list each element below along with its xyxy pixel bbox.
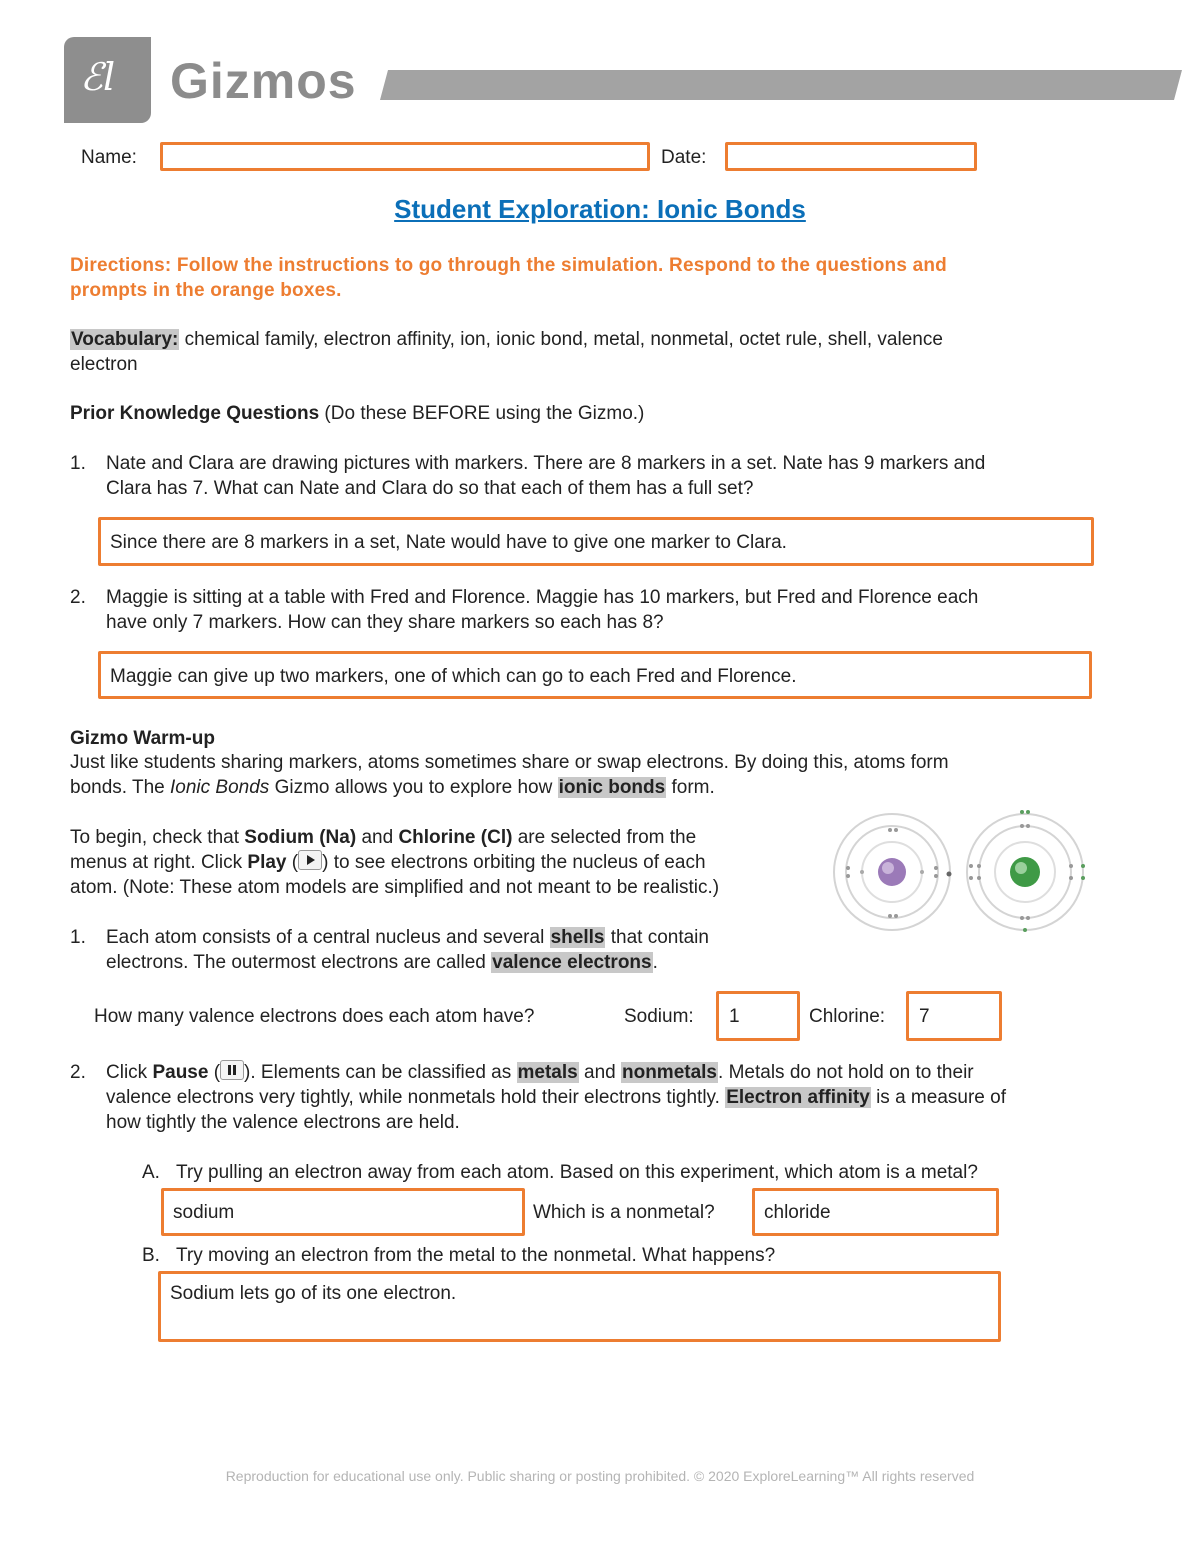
wu-q2-line-3: how tightly the valence electrons are held. [106,1112,460,1133]
pk-q1-line-2: Clara has 7. What can Nate and Clara do so that each of them has a full set? [106,478,754,499]
wu-q2b-letter: B. [142,1245,160,1266]
brand-name: Gizmos [170,53,357,109]
text-span: that contain [605,927,709,948]
text-span: and [578,1062,621,1083]
vocabulary-line-1 [70,327,943,352]
page-title [0,194,1200,225]
warmup-heading: Gizmo Warm-up [70,728,215,749]
text-span: bonds. The [70,777,171,798]
text-span: form. [666,777,715,798]
nonmetal-answer: chloride [764,1202,831,1223]
text-span: . Metals do not hold on to their [718,1062,974,1083]
prior-knowledge-heading [70,401,644,426]
date-label: Date: [661,147,707,168]
sodium-answer: 1 [729,1006,740,1027]
text-span: menus at right. Click [70,852,248,873]
prior-knowledge-title: Prior Knowledge Questions [70,403,320,424]
pk-q2-line-1: Maggie is sitting at a table with Fred and Florence. Maggie has 10 markers, but Fred and Florence each [106,587,979,608]
term-shells: shells [550,927,605,948]
warmup-p2-line-3: atom. (Note: These atom models are simplified and not meant to be realistic.) [70,877,720,898]
text-span: To begin, check that [70,827,245,848]
text-span: . [652,952,658,973]
vocabulary-line-2: electron [70,354,138,375]
metal-answer: sodium [173,1202,235,1223]
text-span: are selected from the [512,827,697,848]
logo-glyph: ℰl [80,55,116,99]
wu-q1-number: 1. [70,927,86,948]
term-ionic-bonds: ionic bonds [558,777,666,798]
directions-line-2: prompts in the orange boxes. [70,280,342,301]
wu-q1-line-2 [106,950,658,975]
name-field[interactable] [160,142,650,171]
footer-text: Reproduction for educational use only. Public sharing or posting prohibited. © 2020 ExploreLearning™ All rights reserved [225,1468,975,1484]
term-metals: metals [517,1062,578,1083]
wu-q2-line-1 [106,1060,974,1085]
sodium-term: Sodium (Na) [244,827,357,848]
play-term: Play [247,852,287,873]
pk-q2-answer: Maggie can give up two markers, one of which can go to each Fred and Florence. [110,666,797,687]
atom-models-illustration [830,802,1092,942]
pk-q2-answer-box[interactable] [98,651,1092,699]
sodium-label: Sodium: [624,1006,694,1027]
vocabulary-terms: chemical family, electron affinity, ion, ionic bond, metal, nonmetal, octet rule, shell, valence [179,329,943,350]
chlorine-answer-box[interactable] [906,991,1002,1041]
warmup-p1-line-2 [70,775,715,800]
nonmetal-answer-box[interactable] [752,1188,999,1236]
page-title-text: Student Exploration: Ionic Bonds [394,194,806,224]
chlorine-label: Chlorine: [809,1006,886,1027]
pause-icon [220,1060,244,1080]
text-span: is a measure of [870,1087,1006,1108]
play-icon [298,850,322,870]
prior-knowledge-note: (Do these BEFORE using the Gizmo.) [319,403,645,424]
text-span: ). Elements can be classified as [244,1062,517,1083]
warmup-p1-line-1: Just like students sharing markers, atoms sometimes share or swap electrons. By doing this, atoms form [70,752,949,773]
wu-q2-number: 2. [70,1062,86,1083]
chlorine-answer: 7 [919,1006,930,1027]
text-span: ) to see electrons orbiting the nucleus of each [322,852,706,873]
term-electron-affinity: Electron affinity [726,1087,870,1108]
what-happens-answer-box[interactable] [158,1271,1001,1342]
header [0,0,1200,130]
name-label: Name: [81,147,137,168]
warmup-p2-line-2 [70,850,706,875]
warmup-p2-line-1 [70,825,696,850]
term-valence-electrons: valence electrons [492,952,652,973]
wu-q2a-text: Try pulling an electron away from each atom. Based on this experiment, which atom is a metal? [176,1162,978,1183]
vocabulary-label: Vocabulary: [71,329,179,350]
metal-answer-box[interactable] [161,1188,525,1236]
nonmetal-label: Which is a nonmetal? [533,1202,715,1223]
wu-q2b-text: Try moving an electron from the metal to the nonmetal. What happens? [176,1245,776,1266]
text-span: and [356,827,399,848]
term-nonmetals: nonmetals [621,1062,718,1083]
text-span: ( [286,852,299,873]
pk-q1-answer: Since there are 8 markers in a set, Nate would have to give one marker to Clara. [110,532,787,553]
text-span: Each atom consists of a central nucleus and several [106,927,550,948]
footer [0,1465,1200,1487]
wu-q2-line-2 [106,1085,1006,1110]
pk-q2-line-2: have only 7 markers. How can they share markers so each has 8? [106,612,664,633]
text-span: Click [106,1062,153,1083]
gizmo-name: Ionic Bonds [170,777,270,798]
pause-term: Pause [152,1062,209,1083]
pk-q1-answer-box[interactable] [98,517,1094,566]
sodium-answer-box[interactable] [716,991,800,1041]
header-bar [380,70,1182,102]
text-span: valence electrons very tightly, while nonmetals hold their electrons tightly. [106,1087,726,1108]
directions-line-1: Directions: Follow the instructions to go through the simulation. Respond to the questions and [70,255,947,276]
text-span: ( [208,1062,221,1083]
what-happens-answer: Sodium lets go of its one electron. [170,1283,457,1304]
text-span: electrons. The outermost electrons are called [106,952,492,973]
pk-q1-number: 1. [70,453,86,474]
gizmos-logo [64,37,151,123]
text-span: Gizmo allows you to explore how [269,777,558,798]
chlorine-atom [967,810,1085,932]
wu-q1-line-1 [106,925,709,950]
pk-q1-line-1: Nate and Clara are drawing pictures with markers. There are 8 markers in a set. Nate has 9 markers and [106,453,986,474]
wu-q1-ask: How many valence electrons does each atom have? [94,1006,535,1027]
sodium-atom [834,814,952,930]
date-field[interactable] [725,142,977,171]
wu-q2a-letter: A. [142,1162,160,1183]
pk-q2-number: 2. [70,587,86,608]
chlorine-term: Chlorine (Cl) [398,827,513,848]
